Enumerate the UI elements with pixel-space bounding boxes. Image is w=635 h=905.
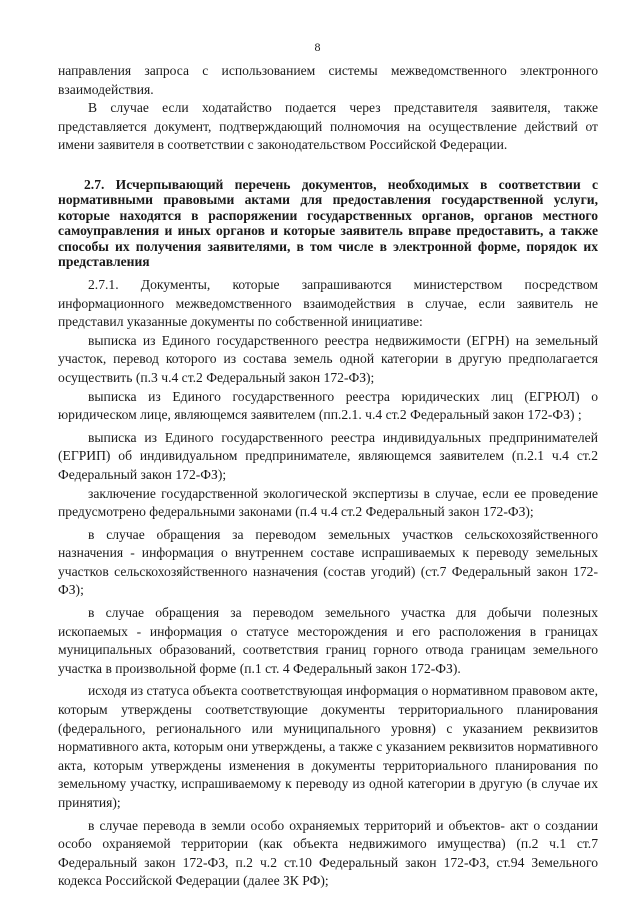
page-number: 8 bbox=[314, 40, 321, 54]
list-item-ecology-expertise: заключение государственной экологической экспертизы в случае, если ее проведение предусмотрено федеральными законами (п.4 ч.4 ст.2 Федеральный закон 172-ФЗ); bbox=[58, 485, 598, 520]
list-item-protected-territory: в случае перевода в земли особо охраняемых территорий и объектов- акт о создании особо охраняемой территории (как объекта недвижимого имущества) (п.2 ч.1 ст.7 Федеральный закон 172-ФЗ, п.2 ч.2 ст.10 Федеральный закон 172-ФЗ, ст.94 Земельного кодекса Российской Федерации (далее ЗК РФ); bbox=[58, 817, 598, 889]
document-body bbox=[58, 62, 598, 891]
section-heading-2-7: 2.7. Исчерпывающий перечень документов, необходимых в соответствии с нормативными правовыми актами для предоставления государственной услуги, которые находятся в распоряжении государственных органов, органов местного самоуправления и иных органов и которые заявитель вправе предоставить, а также способы их получения заявителями, в том числе в электронной форме, порядок их представления bbox=[58, 176, 598, 270]
list-item-mineral-extraction: в случае обращения за переводом земельного участка для добычи полезных ископаемых - информация о статусе месторождения и его расположения в границах муниципальных образований, соответствия границ горного отвода границам земельного участка в произвольной форме (п.1 ст. 4 Федеральный закон 172-ФЗ). bbox=[58, 605, 598, 676]
list-item-agricultural-land: в случае обращения за переводом земельных участков сельскохозяйственного назначения - информация о внутреннем составе испрашиваемых к переводу земельных участков сельскохозяйственного назначения (состав угодий) (ст.7 Федеральный закон 172-ФЗ); bbox=[58, 526, 598, 598]
list-item-egrip: выписка из Единого государственного реестра индивидуальных предпринимателей (ЕГРИП) об индивидуальном предпринимателе, являющемся заявителем (п.2.1 ч.4 ст.2 Федеральный закон 172-ФЗ); bbox=[58, 429, 598, 482]
list-item-egrul: выписка из Единого государственного реестра юридических лиц (ЕГРЮЛ) о юридическом лице, являющемся заявителем (пп.2.1. ч.4 ст.2 Федеральный закон 172-ФЗ) ; bbox=[58, 388, 598, 423]
paragraph-2-7-1: 2.7.1. Документы, которые запрашиваются министерством посредством информационного межведомственного взаимодействия в случае, если заявитель не представил указанные документы по собственной инициативе: bbox=[58, 276, 598, 330]
list-item-egrn: выписка из Единого государственного реестра недвижимости (ЕГРН) на земельный участок, перевод которого из состава земель одной категории в другую предполагается осуществить (п.3 ч.4 ст.2 Федеральный закон 172-ФЗ); bbox=[58, 332, 598, 385]
paragraph-continuation: направления запроса с использованием системы межведомственного электронного взаимодействия. bbox=[58, 63, 598, 97]
list-item-territorial-planning: исходя из статуса объекта соответствующая информация о нормативном правовом акте, которым утверждены соответствующие документы территориального планирования (федерального, регионального или муниципального уровня) с указанием реквизитов нормативного акта, которым они утверждены, а также с указанием реквизитов нормативного акта, которым утверждены изменения в документы территориального планирования по земельному участку, испрашиваемому к переводу из одной категории в другую (в случае их принятия); bbox=[58, 683, 598, 810]
paragraph-representative: В случае если ходатайство подается через представителя заявителя, также представляется документ, подтверждающий полномочия на осуществление действий от имени заявителя в соответствии с законодательством Российской Федерации. bbox=[58, 100, 598, 153]
